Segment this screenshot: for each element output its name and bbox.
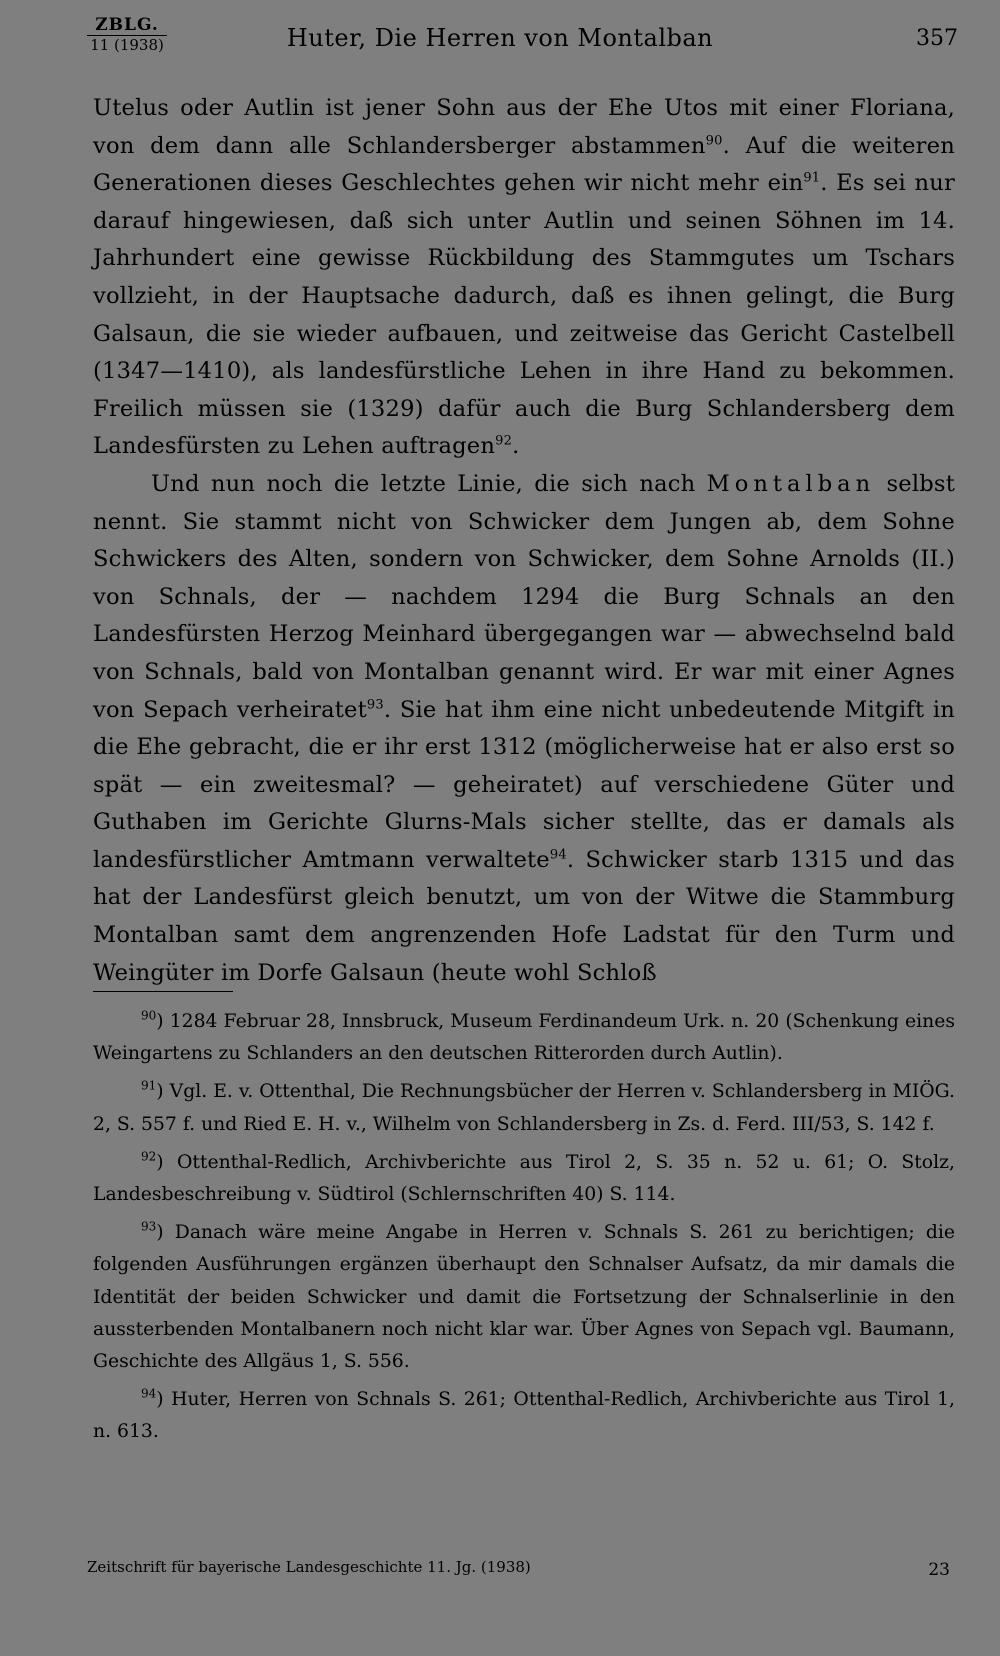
footnote-number-value: 90 — [141, 1008, 157, 1023]
footnote-number-value: 92 — [141, 1149, 157, 1164]
footnote-number: $^{93}$) — [141, 1219, 164, 1244]
text-span: . Sie hat ihm eine nicht unbedeutende Mitgift in die Ehe gebracht, die er ihr erst 1312 (möglicherweise hat er also erst so spät — ein zweitesmal? — geheiratet) auf verschiedene Güter und Guthaben im Gerichte Glurns-Mals sicher stellte, das er damals als landesfürstlicher Amtmann verwaltete — [93, 696, 956, 873]
sheet-number: 23 — [928, 1560, 950, 1580]
journal-abbreviation: ZBLG. — [95, 15, 159, 35]
footnote-number-value: 94 — [141, 1386, 157, 1401]
footnote-text: Huter, Herren von Schnals S. 261; Ottenthal-Redlich, Archivberichte aus Tirol 1, n. 613. — [93, 1389, 955, 1443]
footnote-ref: 92 — [495, 433, 513, 449]
page-number: 357 — [916, 26, 958, 51]
footnote-text: 1284 Februar 28, Innsbruck, Museum Ferdinandeum Urk. n. 20 (Schenkung eines Weingartens zu Schlanders an den deutschen Ritterorden durch Autlin). — [93, 1011, 955, 1065]
footnote-92 — [93, 1147, 955, 1211]
running-title: Huter, Die Herren von Montalban — [286, 24, 714, 52]
footnote-ref: 93 — [366, 696, 384, 712]
paragraph-1 — [93, 90, 955, 466]
footnote-91 — [93, 1076, 955, 1140]
text-span: . — [512, 433, 520, 460]
main-text — [93, 90, 955, 992]
text-span: . Auf die weiteren Generationen dieses Geschlechtes gehen wir nicht mehr ein — [93, 132, 956, 197]
footnote-number: $^{94}$) — [141, 1386, 164, 1411]
text-span: selbst nennt. Sie stammt nicht von Schwicker dem Jungen ab, dem Sohne Schwickers des Alten, sondern von Schwicker, dem Sohne Arnolds (II.) von Schnals, der — nachdem 1294 die Burg Schnals an den Landesfürsten Herzog Meinhard übergegangen war — abwechselnd bald von Schnals, bald von Montalban genannt wird. Er war mit einer Agnes von Sepach verheiratet — [93, 470, 955, 723]
journal-footer: Zeitschrift für bayerische Landesgeschichte 11. Jg. (1938) — [87, 1558, 531, 1576]
footnote-ref: 91 — [803, 170, 821, 186]
footnote-text: Vgl. E. v. Ottenthal, Die Rechnungsbücher der Herren v. Schlandersberg in MIÖG. 2, S. 557 f. und Ried E. H. v., Wilhelm von Schlandersberg in Zs. d. Ferd. III/53, S. 142 f. — [93, 1081, 955, 1135]
footnote-93 — [93, 1217, 955, 1378]
footnote-number: $^{90}$) — [141, 1008, 164, 1032]
footnote-number: $^{91}$) — [141, 1079, 164, 1103]
footnote-94 — [93, 1384, 955, 1448]
volume-year: 11 (1938) — [87, 35, 167, 55]
footnote-text: Danach wäre meine Angabe in Herren v. Schnals S. 261 zu berichtigen; die folgenden Ausführungen ergänzen überhaupt den Schnalser Aufsatz, da mir damals die Identität der beiden Schwicker und damit die Fortsetzung der Schnalserlinie in den aussterbenden Montalbanern noch nicht klar war. Über Agnes von Sepach vgl. Baumann, Geschichte des Allgäus 1, S. 556. — [93, 1222, 955, 1373]
footnote-number-value: 93 — [141, 1219, 157, 1234]
footnote-ref: 94 — [549, 847, 567, 863]
footnote-90 — [93, 1006, 955, 1070]
footnotes — [93, 1006, 955, 1455]
paragraph-2 — [93, 466, 955, 992]
footnote-ref: 90 — [705, 133, 723, 149]
text-span: . Es sei nur darauf hingewiesen, daß sich unter Autlin und seinen Söhnen im 14. Jahrhundert eine gewisse Rückbildung des Stammgutes um Tschars vollzieht, in der Hauptsache dadurch, daß es ihnen gelingt, die Burg Galsaun, die sie wieder aufbauen, und zeitweise das Gericht Castelbell (1347—1410), als landesfürstliche Lehen in ihre Hand zu bekommen. Freilich müssen sie (1329) dafür auch die Burg Schlandersberg dem Landesfürsten zu Lehen auftragen — [93, 170, 955, 460]
footnote-number-value: 91 — [141, 1079, 157, 1094]
text-span: Utelus oder Autlin ist jener Sohn aus der Ehe Utos mit einer Floriana, von dem dann alle Schlandersberger abstammen — [93, 95, 955, 159]
footnote-divider — [93, 991, 233, 992]
footnote-number: $^{92}$) — [141, 1149, 164, 1173]
text-span: Und nun noch die letzte Linie, die sich nach — [151, 470, 696, 497]
text-span: . Schwicker starb 1315 und das hat der Landesfürst gleich benutzt, um von der Witwe die Stammburg Montalban samt dem angrenzenden Hofe Ladstat für den Turm und Weingüter im Dorfe Galsaun (heute wohl Schloß — [93, 846, 955, 986]
footnote-text: Ottenthal-Redlich, Archivberichte aus Tirol 2, S. 35 n. 52 u. 61; O. Stolz, Landesbeschreibung v. Südtirol (Schlernschriften 40) S. 114. — [93, 1151, 955, 1206]
spaced-name: Montalban — [706, 470, 876, 497]
